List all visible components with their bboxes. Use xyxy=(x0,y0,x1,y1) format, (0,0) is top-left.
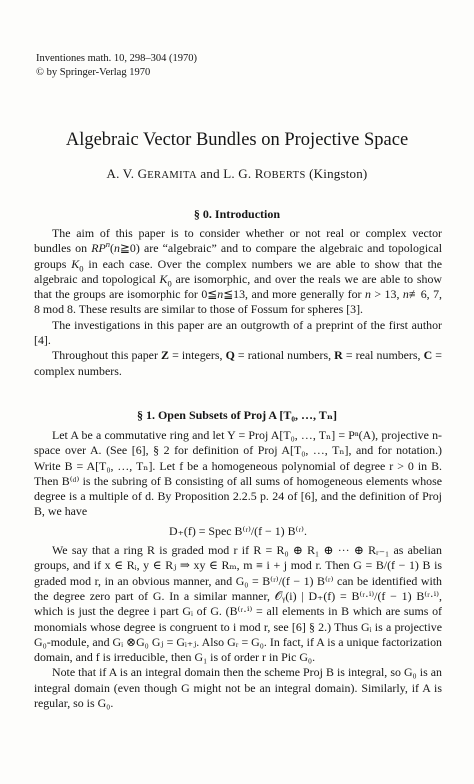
section-1-paragraph-1: Let A be a commutative ring and let Y = Proj A[T₀, …, Tₙ] = Pⁿ(A), projective n-space over A. (See [6], § 2 for definition of Proj A[T₀, …, Tₙ], and for notation.) Write B = A[T₀, …, Tₙ]. Let f be a homogeneous polynomial of degree r > 0 in B. Then B⁽ᵈ⁾ is the subring of B consisting of all sums of homogeneous elements whose degree is a multiple of d. By Proposition 2.2.5 p. 24 of [6], and the definition of Proj B, we have xyxy=(34,428,442,519)
paper-title: Algebraic Vector Bundles on Projective Space xyxy=(65,130,409,150)
display-equation: D₊(f) = Spec B⁽ʳ⁾/(f − 1) B⁽ʳ⁾. xyxy=(169,523,307,538)
intro-paragraph-3: Throughout this paper Z = integers, Q = rational numbers, R = real numbers, C = complex numbers. xyxy=(34,348,442,378)
journal-citation: Inventiones math. 10, 298–304 (1970) xyxy=(36,53,197,64)
section-1-paragraph-2: We say that a ring R is graded mod r if R = R₀ ⊕ R₁ ⊕ ··· ⊕ Rᵣ₋₁ as abelian groups, and if x ∈ Rᵢ, y ∈ Rⱼ ⇒ xy ∈ Rₘ, m ≡ i + j mod r. Then G = B/(f − 1) B is graded mod r, in an obvious manner, and G₀ = B⁽ʳ⁾/(f − 1) B⁽ʳ⁾ can be identified with the degree zero part of G. In a similar manner, 𝒪ᵧ(i) | D₊(f) = B⁽ʳ·ⁱ⁾/(f − 1) B⁽ʳ·ⁱ⁾, which is just the degree i part Gᵢ of G. (B⁽ʳ·ⁱ⁾ = all elements in B which are sums of monomials whose degree is congruent to i mod r, see [6] § 2.) Thus Gᵢ is a projective G₀-module, and Gᵢ ⊗G₀ Gⱼ = Gᵢ₊ⱼ. Also Gᵣ = G₀. In fact, if A is a unique factorization domain, and f is irreducible, then G₁ is of order r in Pic G₀. xyxy=(34,543,442,665)
copyright-line: © by Springer-Verlag 1970 xyxy=(36,67,151,78)
section-1-paragraph-3: Note that if A is an integral domain then the scheme Proj B is integral, so G₀ is an integral domain (even though G might not be an integral domain). Similarly, if A is regular, so is G₀. xyxy=(34,665,442,711)
section-1-title: § 1. Open Subsets of Proj A [T₀, …, Tₙ] xyxy=(136,408,338,422)
authors: A. V. GERAMITA and L. G. ROBERTS (Kingston) xyxy=(106,166,368,181)
section-1-body xyxy=(34,428,442,711)
intro-paragraph-1: The aim of this paper is to consider whether or not real or complex vector bundles on $RP^n(n≧0)$ are “algebraic” and to compare the algebraic and topological groups $K_0$ in each case. Over the complex numbers we are able to show that the algebraic and topological $K_0$ are isomorphic, and over the reals we are able to show that the groups are isomorphic for 0≦n≦13, and more generally for n > 13, n≢6, 7, 8 mod 8. These results are similar to those of Fossum for spheres [3]. xyxy=(34,226,443,317)
intro-paragraph-2: The investigations in this paper are an outgrowth of a preprint of the first author [4]. xyxy=(34,317,442,348)
section-0-title: § 0. Introduction xyxy=(193,207,281,221)
journal-header xyxy=(36,52,197,80)
section-0-body xyxy=(34,226,442,379)
